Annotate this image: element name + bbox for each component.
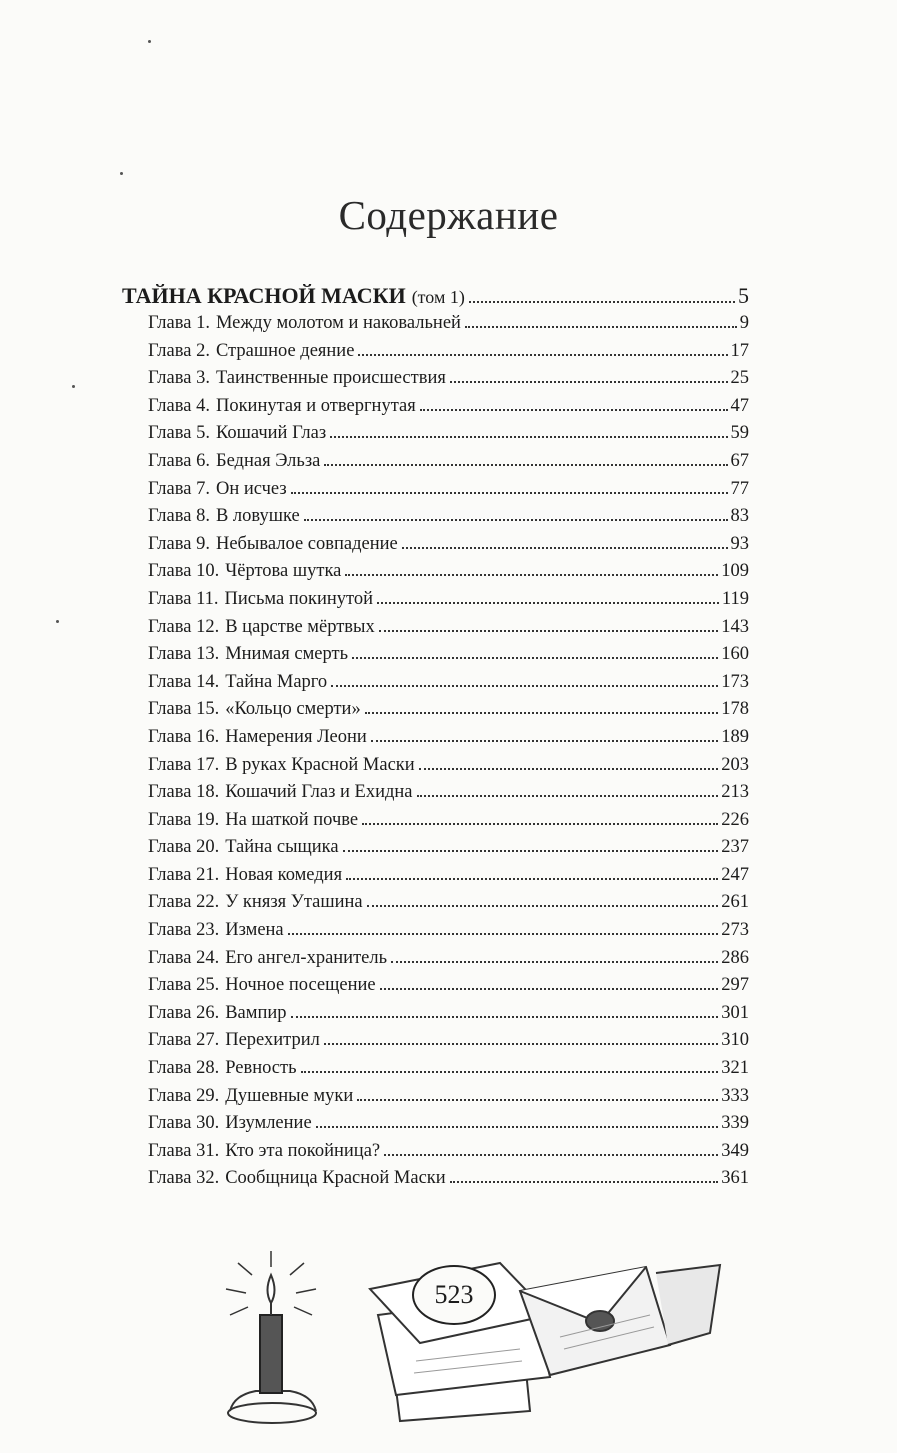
chapter-title: Ночное посещение	[225, 975, 376, 996]
chapter-entry[interactable]	[148, 534, 749, 562]
chapter-number: Глава 10.	[148, 561, 220, 582]
print-speck	[120, 172, 123, 175]
chapter-number: Глава 2.	[148, 340, 210, 361]
dot-leader	[379, 630, 719, 632]
chapter-title: Кошачий Глаз и Ехидна	[225, 782, 413, 803]
chapter-number: Глава 27.	[148, 1030, 220, 1051]
chapter-title: Тайна Марго	[225, 671, 328, 692]
chapter-entry[interactable]	[148, 561, 749, 589]
dot-leader	[288, 933, 719, 935]
chapter-entry[interactable]	[148, 589, 749, 617]
chapter-title: Между молотом и наковальней	[215, 313, 461, 333]
dot-leader	[450, 381, 728, 383]
chapter-page-number: 9	[739, 313, 749, 333]
chapter-title: Чёртова шутка	[225, 561, 342, 582]
chapter-number: Глава 3.	[148, 368, 210, 389]
dot-leader	[371, 740, 718, 742]
chapter-page-number: 59	[730, 423, 749, 444]
dot-leader	[365, 712, 719, 714]
chapter-entry[interactable]	[148, 699, 749, 727]
chapter-page-number: 333	[721, 1085, 749, 1106]
chapter-title: В ловушке	[215, 506, 300, 527]
chapter-entry[interactable]	[148, 948, 749, 976]
chapter-page-number: 93	[730, 533, 749, 554]
chapter-page-number: 321	[721, 1058, 749, 1079]
chapter-entry[interactable]	[148, 617, 749, 645]
chapter-page-number: 297	[721, 975, 749, 996]
chapter-page-number: 310	[721, 1030, 749, 1051]
dot-leader	[352, 657, 718, 659]
dot-leader	[330, 436, 727, 438]
chapter-page-number: 25	[730, 368, 749, 389]
chapter-title: Новая комедия	[225, 864, 343, 885]
chapter-number: Глава 30.	[148, 1113, 220, 1134]
chapter-entry[interactable]	[148, 506, 749, 534]
chapter-page-number: 189	[721, 726, 749, 747]
chapter-number: Глава 17.	[148, 754, 220, 775]
chapter-number: Глава 11.	[148, 588, 219, 609]
chapter-page-number: 226	[721, 809, 749, 830]
chapter-title: Мнимая смерть	[225, 644, 349, 665]
chapter-title: На шаткой почве	[225, 809, 359, 830]
page-title: Содержание	[338, 192, 559, 239]
chapter-title: Ревность	[225, 1058, 297, 1079]
chapter-entry[interactable]	[148, 920, 749, 948]
dot-leader	[391, 961, 718, 963]
dot-leader	[316, 1126, 719, 1128]
chapter-title: Перехитрил	[225, 1030, 320, 1051]
chapter-entry[interactable]	[148, 810, 749, 838]
chapter-number: Глава 20.	[148, 837, 220, 858]
print-speck	[72, 385, 75, 388]
chapter-page-number: 361	[721, 1168, 749, 1189]
dot-leader	[377, 602, 719, 604]
dot-leader	[384, 1154, 718, 1156]
chapter-page-number: 261	[721, 892, 749, 913]
chapter-entry[interactable]	[148, 1086, 749, 1114]
print-speck	[148, 40, 151, 43]
chapter-title: Кто эта покойница?	[225, 1140, 381, 1161]
chapter-page-number: 286	[721, 947, 749, 968]
dot-leader	[465, 326, 737, 328]
chapter-number: Глава 8.	[148, 506, 210, 527]
chapter-title: Изумление	[225, 1113, 312, 1134]
chapter-entry[interactable]	[148, 727, 749, 755]
chapter-title: Небывалое совпадение	[215, 533, 398, 554]
chapter-title: Таинственные происшествия	[215, 368, 446, 389]
dot-leader	[450, 1181, 719, 1183]
chapter-entry[interactable]	[148, 1030, 749, 1058]
chapter-title: Покинутая и отвергнутая	[215, 395, 416, 416]
chapter-page-number: 77	[730, 478, 749, 499]
chapter-entry[interactable]	[148, 313, 749, 341]
chapter-page-number: 83	[730, 506, 749, 527]
chapter-title: Кошачий Глаз	[215, 423, 327, 444]
chapter-title: Письма покинутой	[224, 588, 374, 609]
dot-leader	[331, 685, 718, 687]
chapter-number: Глава 5.	[148, 423, 210, 444]
toc-part-entry[interactable]	[122, 283, 749, 313]
chapter-title: Страшное деяние	[215, 340, 355, 361]
chapter-page-number: 247	[721, 864, 749, 885]
chapter-page-number: 237	[721, 837, 749, 858]
chapter-number: Глава 22.	[148, 892, 220, 913]
chapter-entry[interactable]	[148, 1003, 749, 1031]
chapter-page-number: 173	[721, 671, 749, 692]
chapter-entry[interactable]	[148, 479, 749, 507]
chapter-number: Глава 4.	[148, 395, 210, 416]
dot-leader	[304, 519, 728, 521]
chapter-title: В царстве мёртвых	[225, 616, 375, 637]
chapter-list	[148, 313, 749, 1196]
dot-leader	[357, 1099, 718, 1101]
dot-leader	[301, 1071, 719, 1073]
chapter-page-number: 119	[721, 588, 749, 609]
chapter-entry[interactable]	[148, 837, 749, 865]
chapter-number: Глава 31.	[148, 1140, 220, 1161]
chapter-number: Глава 13.	[148, 644, 220, 665]
chapter-page-number: 339	[721, 1113, 749, 1134]
dot-leader	[419, 768, 719, 770]
chapter-number: Глава 6.	[148, 450, 210, 471]
table-of-contents	[122, 283, 749, 1196]
dot-leader	[420, 409, 728, 411]
chapter-entry[interactable]	[148, 644, 749, 672]
chapter-page-number: 109	[721, 561, 749, 582]
chapter-title: «Кольцо смерти»	[225, 699, 361, 720]
chapter-title: Его ангел-хранитель	[225, 947, 388, 968]
part-volume-note: (том 1)	[411, 287, 465, 307]
candle-icon	[226, 1251, 316, 1423]
chapter-entry[interactable]	[148, 341, 749, 369]
chapter-entry[interactable]	[148, 1113, 749, 1141]
chapter-page-number: 349	[721, 1140, 749, 1161]
chapter-title: Бедная Эльза	[215, 450, 321, 471]
chapter-page-number: 301	[721, 1002, 749, 1023]
dot-leader	[346, 878, 718, 880]
print-speck	[56, 620, 59, 623]
chapter-number: Глава 18.	[148, 782, 220, 803]
chapter-page-number: 67	[730, 450, 749, 471]
chapter-number: Глава 28.	[148, 1058, 220, 1079]
dot-leader	[324, 464, 727, 466]
dot-leader	[291, 492, 728, 494]
chapter-entry[interactable]	[148, 1141, 749, 1169]
chapter-title: Тайна сыщика	[225, 837, 339, 858]
chapter-title: Душевные муки	[225, 1085, 354, 1106]
dot-leader	[362, 823, 718, 825]
chapter-entry[interactable]	[148, 1168, 749, 1196]
chapter-title: Вампир	[225, 1002, 287, 1023]
chapter-entry[interactable]	[148, 672, 749, 700]
chapter-entry[interactable]	[148, 451, 749, 479]
dot-leader	[345, 574, 718, 576]
chapter-page-number: 47	[730, 395, 749, 416]
part-page-number: 5	[738, 283, 749, 308]
chapter-number: Глава 12.	[148, 616, 220, 637]
dot-leader	[417, 795, 719, 797]
chapter-number: Глава 25.	[148, 975, 220, 996]
chapter-number: Глава 26.	[148, 1002, 220, 1023]
chapter-page-number: 203	[721, 754, 749, 775]
dot-leader	[469, 301, 735, 303]
chapter-number: Глава 7.	[148, 478, 210, 499]
chapter-entry[interactable]	[148, 892, 749, 920]
page-number: 523	[412, 1265, 496, 1325]
chapter-page-number: 213	[721, 782, 749, 803]
chapter-entry[interactable]	[148, 368, 749, 396]
dot-leader	[343, 850, 719, 852]
chapter-number: Глава 29.	[148, 1085, 220, 1106]
chapter-entry[interactable]	[148, 865, 749, 893]
chapter-title: Намерения Леони	[225, 726, 367, 747]
chapter-entry[interactable]	[148, 396, 749, 424]
chapter-entry[interactable]	[148, 782, 749, 810]
chapter-number: Глава 23.	[148, 920, 220, 941]
chapter-number: Глава 1.	[148, 313, 210, 333]
chapter-number: Глава 15.	[148, 699, 220, 720]
dot-leader	[367, 905, 719, 907]
chapter-page-number: 178	[721, 699, 749, 720]
part-title: ТАЙНА КРАСНОЙ МАСКИ	[122, 283, 406, 308]
dot-leader	[358, 354, 727, 356]
chapter-number: Глава 16.	[148, 726, 220, 747]
chapter-title: Сообщница Красной Маски	[225, 1168, 446, 1189]
chapter-title: Измена	[225, 920, 284, 941]
chapter-entry[interactable]	[148, 423, 749, 451]
chapter-page-number: 17	[730, 340, 749, 361]
chapter-number: Глава 32.	[148, 1168, 220, 1189]
chapter-page-number: 143	[721, 616, 749, 637]
chapter-title: У князя Уташина	[225, 892, 363, 913]
chapter-number: Глава 24.	[148, 947, 220, 968]
chapter-page-number: 273	[721, 920, 749, 941]
dot-leader	[402, 547, 728, 549]
chapter-number: Глава 19.	[148, 809, 220, 830]
chapter-entry[interactable]	[148, 975, 749, 1003]
chapter-number: Глава 9.	[148, 533, 210, 554]
chapter-number: Глава 21.	[148, 864, 220, 885]
chapter-page-number: 160	[721, 644, 749, 665]
dot-leader	[291, 1016, 719, 1018]
dot-leader	[324, 1043, 718, 1045]
chapter-number: Глава 14.	[148, 671, 220, 692]
chapter-title: В руках Красной Маски	[225, 754, 415, 775]
chapter-entry[interactable]	[148, 1058, 749, 1086]
chapter-title: Он исчез	[215, 478, 287, 499]
dot-leader	[380, 988, 719, 990]
page-footer-ornament	[200, 1245, 730, 1445]
chapter-entry[interactable]	[148, 755, 749, 783]
